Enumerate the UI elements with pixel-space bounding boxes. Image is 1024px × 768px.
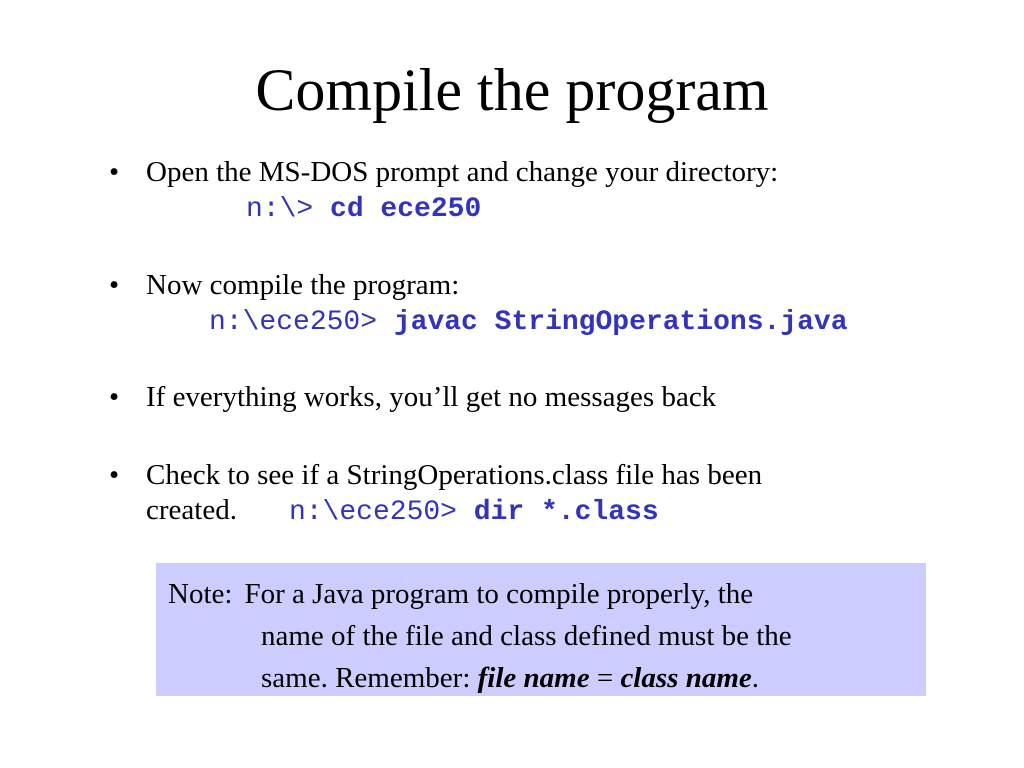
note-label: Note: — [168, 578, 233, 610]
note-equals: = — [589, 662, 621, 694]
note-period: . — [751, 662, 759, 694]
slide-title: Compile the program — [255, 57, 769, 123]
note-line3-prefix: same. Remember: — [261, 662, 478, 694]
bullet-text: Now compile the program: — [146, 269, 460, 301]
bullet-item-no-messages — [109, 380, 969, 415]
bullet-text-line1: Check to see if a StringOperations.class file has been — [146, 459, 763, 491]
bullet-text: If everything works, you’ll get no messages back — [146, 381, 717, 413]
bullet-dot: • — [109, 381, 120, 413]
command-text: cd ece250 — [330, 194, 482, 225]
note-line1: For a Java program to compile properly, the — [244, 578, 754, 610]
bullet-item-dir — [109, 458, 969, 530]
note-row-2 — [261, 615, 914, 657]
bullet-dot: • — [109, 156, 120, 188]
command-prompt: n:\ece250> — [209, 307, 394, 338]
command-line — [246, 190, 969, 227]
command-prompt: n:\ece250> — [288, 497, 474, 528]
note-emphasis-file-name: file name — [477, 662, 590, 694]
note-line2: name of the file and class defined must be the — [261, 620, 792, 652]
bullet-dot: • — [109, 459, 120, 491]
command-prompt: n:\> — [246, 194, 331, 225]
bullet-dot: • — [109, 269, 120, 301]
bullet-text: Open the MS-DOS prompt and change your directory: — [146, 156, 779, 188]
bullet-item-javac — [109, 268, 969, 340]
command-line — [209, 303, 969, 340]
note-emphasis-class-name: class name — [620, 662, 752, 694]
bullet-text-line2: created. — [146, 494, 237, 526]
command-text: javac StringOperations.java — [393, 307, 848, 338]
command-text: dir *.class — [473, 497, 659, 528]
bullet-item-cd — [109, 155, 969, 227]
note-row-3 — [261, 657, 914, 699]
note-row-1 — [168, 573, 914, 615]
note-box — [156, 563, 926, 696]
